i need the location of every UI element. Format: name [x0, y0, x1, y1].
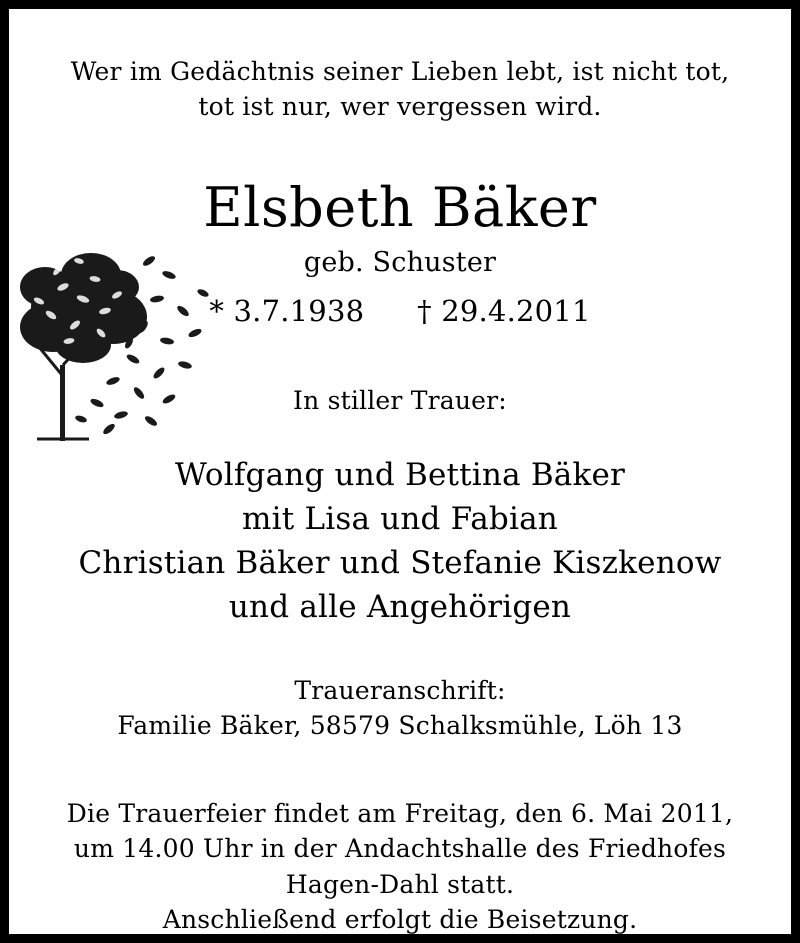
ceremony-line-3: Hagen-Dahl statt.	[285, 869, 515, 899]
deceased-maiden-name: geb. Schuster	[303, 246, 497, 278]
address-value: Familie Bäker, 58579 Schalksmühle, Löh 13	[117, 711, 683, 741]
deceased-name: Elsbeth Bäker	[203, 176, 597, 239]
family-list	[35, 453, 765, 629]
ceremony-line-4: Anschließend erfolgt die Beisetzung.	[162, 905, 638, 935]
mourning-address	[35, 673, 765, 744]
motto-line-1: Wer im Gedächtnis seiner Lieben lebt, ist nicht tot,	[70, 57, 730, 86]
death-date: † 29.4.2011	[417, 293, 591, 328]
address-label: Traueranschrift:	[294, 675, 506, 705]
deceased-life-dates	[35, 294, 765, 328]
motto-quote	[35, 55, 765, 124]
ceremony-details	[35, 796, 765, 938]
birth-date: * 3.7.1938	[209, 293, 365, 328]
ceremony-line-1: Die Trauerfeier findet am Freitag, den 6. Mai 2011,	[66, 798, 734, 828]
family-line: mit Lisa und Fabian	[242, 500, 558, 537]
mourning-label: In stiller Trauer:	[293, 385, 507, 415]
family-line: und alle Angehörigen	[228, 588, 572, 625]
family-line: Christian Bäker und Stefanie Kiszkenow	[78, 544, 722, 581]
ceremony-line-2: um 14.00 Uhr in der Andachtshalle des Friedhofes	[73, 834, 727, 864]
obituary-content	[9, 9, 791, 934]
family-line: Wolfgang und Bettina Bäker	[174, 456, 626, 493]
motto-line-2: tot ist nur, wer vergessen wird.	[198, 91, 602, 121]
